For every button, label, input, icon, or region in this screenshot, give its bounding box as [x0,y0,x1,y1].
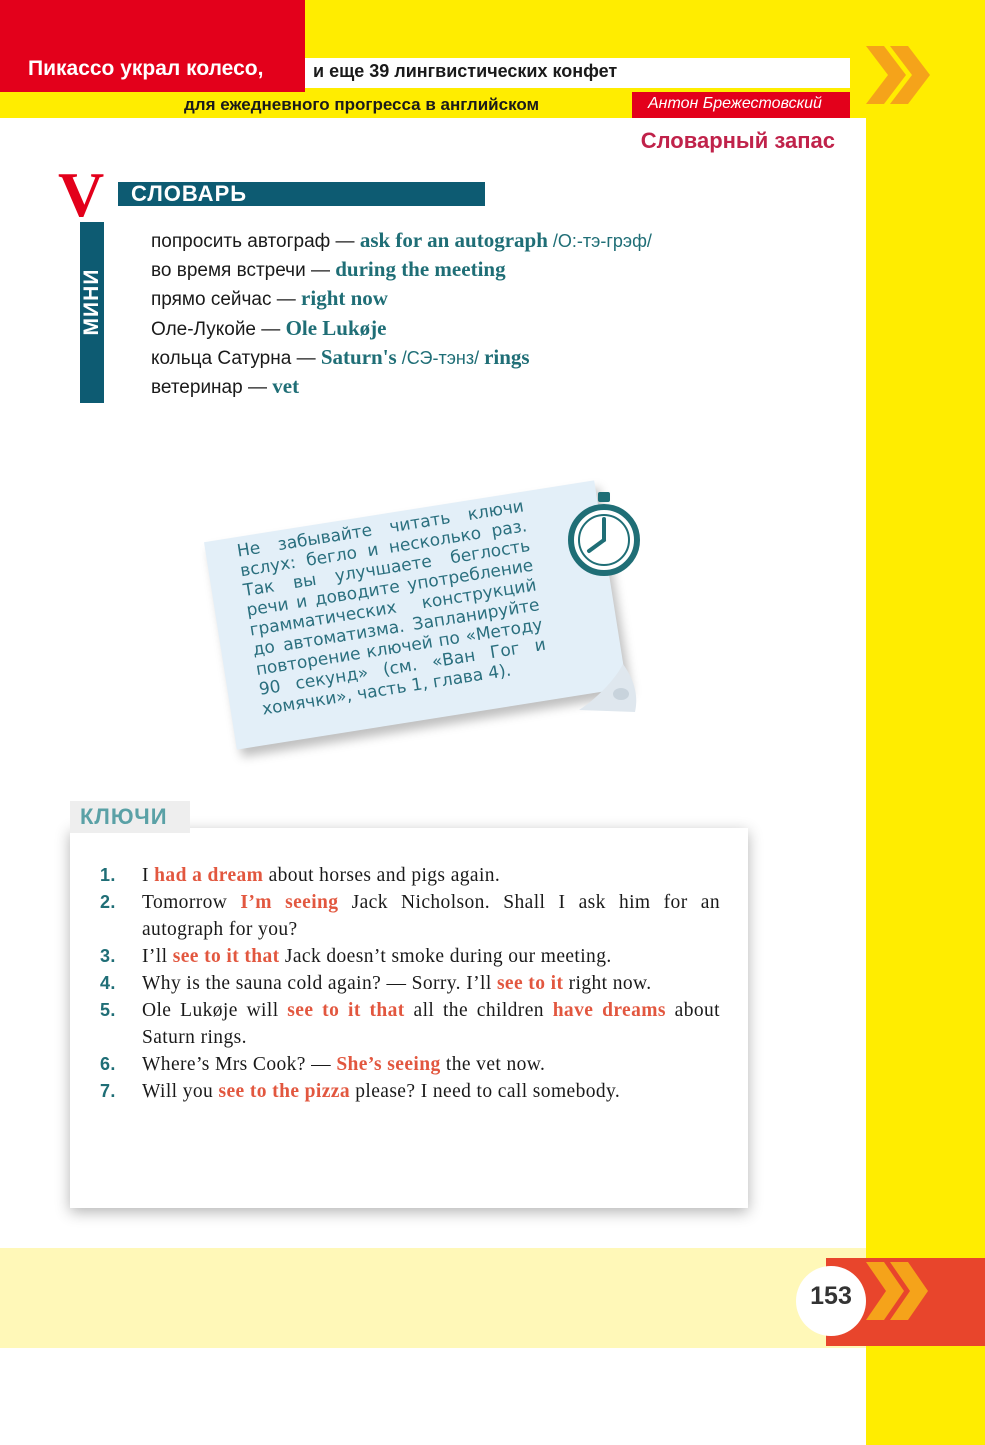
mini-label: МИНИ [80,268,103,336]
footer-band [0,1248,866,1348]
entry-ru: прямо сейчас — [151,289,302,311]
key-item [100,862,720,889]
key-highlight: I’m seeing [240,892,339,913]
key-text: the vet now. [440,1054,546,1075]
note-text: Не забывайте читать ключи вслух: бегло и несколько раз. Так вы улучшаете беглость речи и доводите употребление грамматических конструкций до автоматизма. Запланируйте повторение ключей по «Методу 90 секунд» (см. «Ван Гог и хомячки», часть 1, глава 4). [235,496,548,720]
key-number: 6. [100,1054,116,1074]
key-text: Where’s Mrs Cook? — [142,1054,337,1075]
key-item [100,1078,720,1105]
key-text: Jack doesn’t smoke during our meeting. [279,946,612,967]
dictionary-entry [151,372,652,401]
key-text: about horses and pigs again. [263,865,501,886]
key-highlight: see to the pizza [218,1081,350,1102]
key-text: right now. [563,973,652,994]
entry-ru: ветеринар — [151,376,273,398]
entry-en: ask for an autograph [359,228,548,252]
dictionary-letter: V [58,159,105,230]
chevron-right-double-icon [862,1258,932,1324]
book-title: Пикассо украл колесо, [28,57,264,80]
book-title-continuation: и еще 39 лингвистических конфет [313,61,618,81]
key-text: I [142,865,155,886]
book-subtitle: для ежедневного прогресса в английском [184,95,540,114]
key-number: 4. [100,973,116,993]
key-text: Will you [142,1081,219,1102]
key-text: Jack Nicholson. Shall I ask him for an autograph for you? [142,892,720,940]
key-number: 3. [100,946,116,966]
key-number: 5. [100,1000,116,1020]
stopwatch-icon [565,488,643,580]
key-text: please? I need to call somebody. [349,1081,621,1102]
key-number: 2. [100,892,116,912]
reminder-note [190,470,660,770]
keys-title: КЛЮЧИ [80,804,168,829]
key-item [100,889,720,943]
key-highlight: see to it that [172,946,280,967]
entry-en-tail: rings [484,344,530,369]
entry-en: vet [272,373,300,398]
key-highlight: had a dream [154,865,264,886]
entry-transcription: /О:-тэ-грэф/ [547,231,652,251]
key-highlight: She’s seeing [336,1054,441,1075]
key-number: 1. [100,865,116,885]
dictionary-entry [151,284,652,313]
entry-ru: кольца Сатурна — [151,347,321,369]
dictionary-entry [151,255,652,284]
entry-en: right now [301,286,388,311]
entry-ru: Оле-Лукойе — [151,318,286,340]
entry-ru: попросить автограф — [151,231,360,252]
key-text: Why is the sauna cold again? — Sorry. I’ll [142,973,497,994]
entry-transcription: /СЭ-тэнз/ [396,347,485,368]
key-text: all the children [404,1000,553,1021]
key-item [100,997,720,1051]
key-text: I’ll [142,946,173,967]
book-author: Антон Брежестовский [648,95,822,112]
key-item [100,1051,720,1078]
dictionary-entry [151,314,652,343]
dictionary-title: СЛОВАРЬ [131,181,248,206]
section-title: Словарный запас [640,128,835,153]
key-highlight: have dreams [552,1000,666,1021]
entry-en: during the meeting [335,257,506,282]
right-margin-band [866,118,985,1445]
key-highlight: see to it that [287,1000,405,1021]
key-text: Tomorrow [142,892,241,913]
keys-list [100,862,720,1105]
dictionary-entry [151,226,652,255]
entry-ru: во время встречи — [151,260,336,282]
key-text: about Saturn rings. [142,1000,720,1048]
key-item [100,970,720,997]
key-text: Ole Lukøje will [142,1000,288,1021]
key-number: 7. [100,1081,116,1101]
dictionary-entry [151,343,652,372]
key-highlight: see to it [496,973,564,994]
entry-en: Ole Lukøje [285,315,387,340]
entry-en: Saturn's [320,344,397,369]
page-number: 153 [810,1282,852,1310]
dictionary-list [151,226,652,401]
key-item [100,943,720,970]
chevron-right-double-icon [862,40,932,110]
note-curl [575,660,643,720]
